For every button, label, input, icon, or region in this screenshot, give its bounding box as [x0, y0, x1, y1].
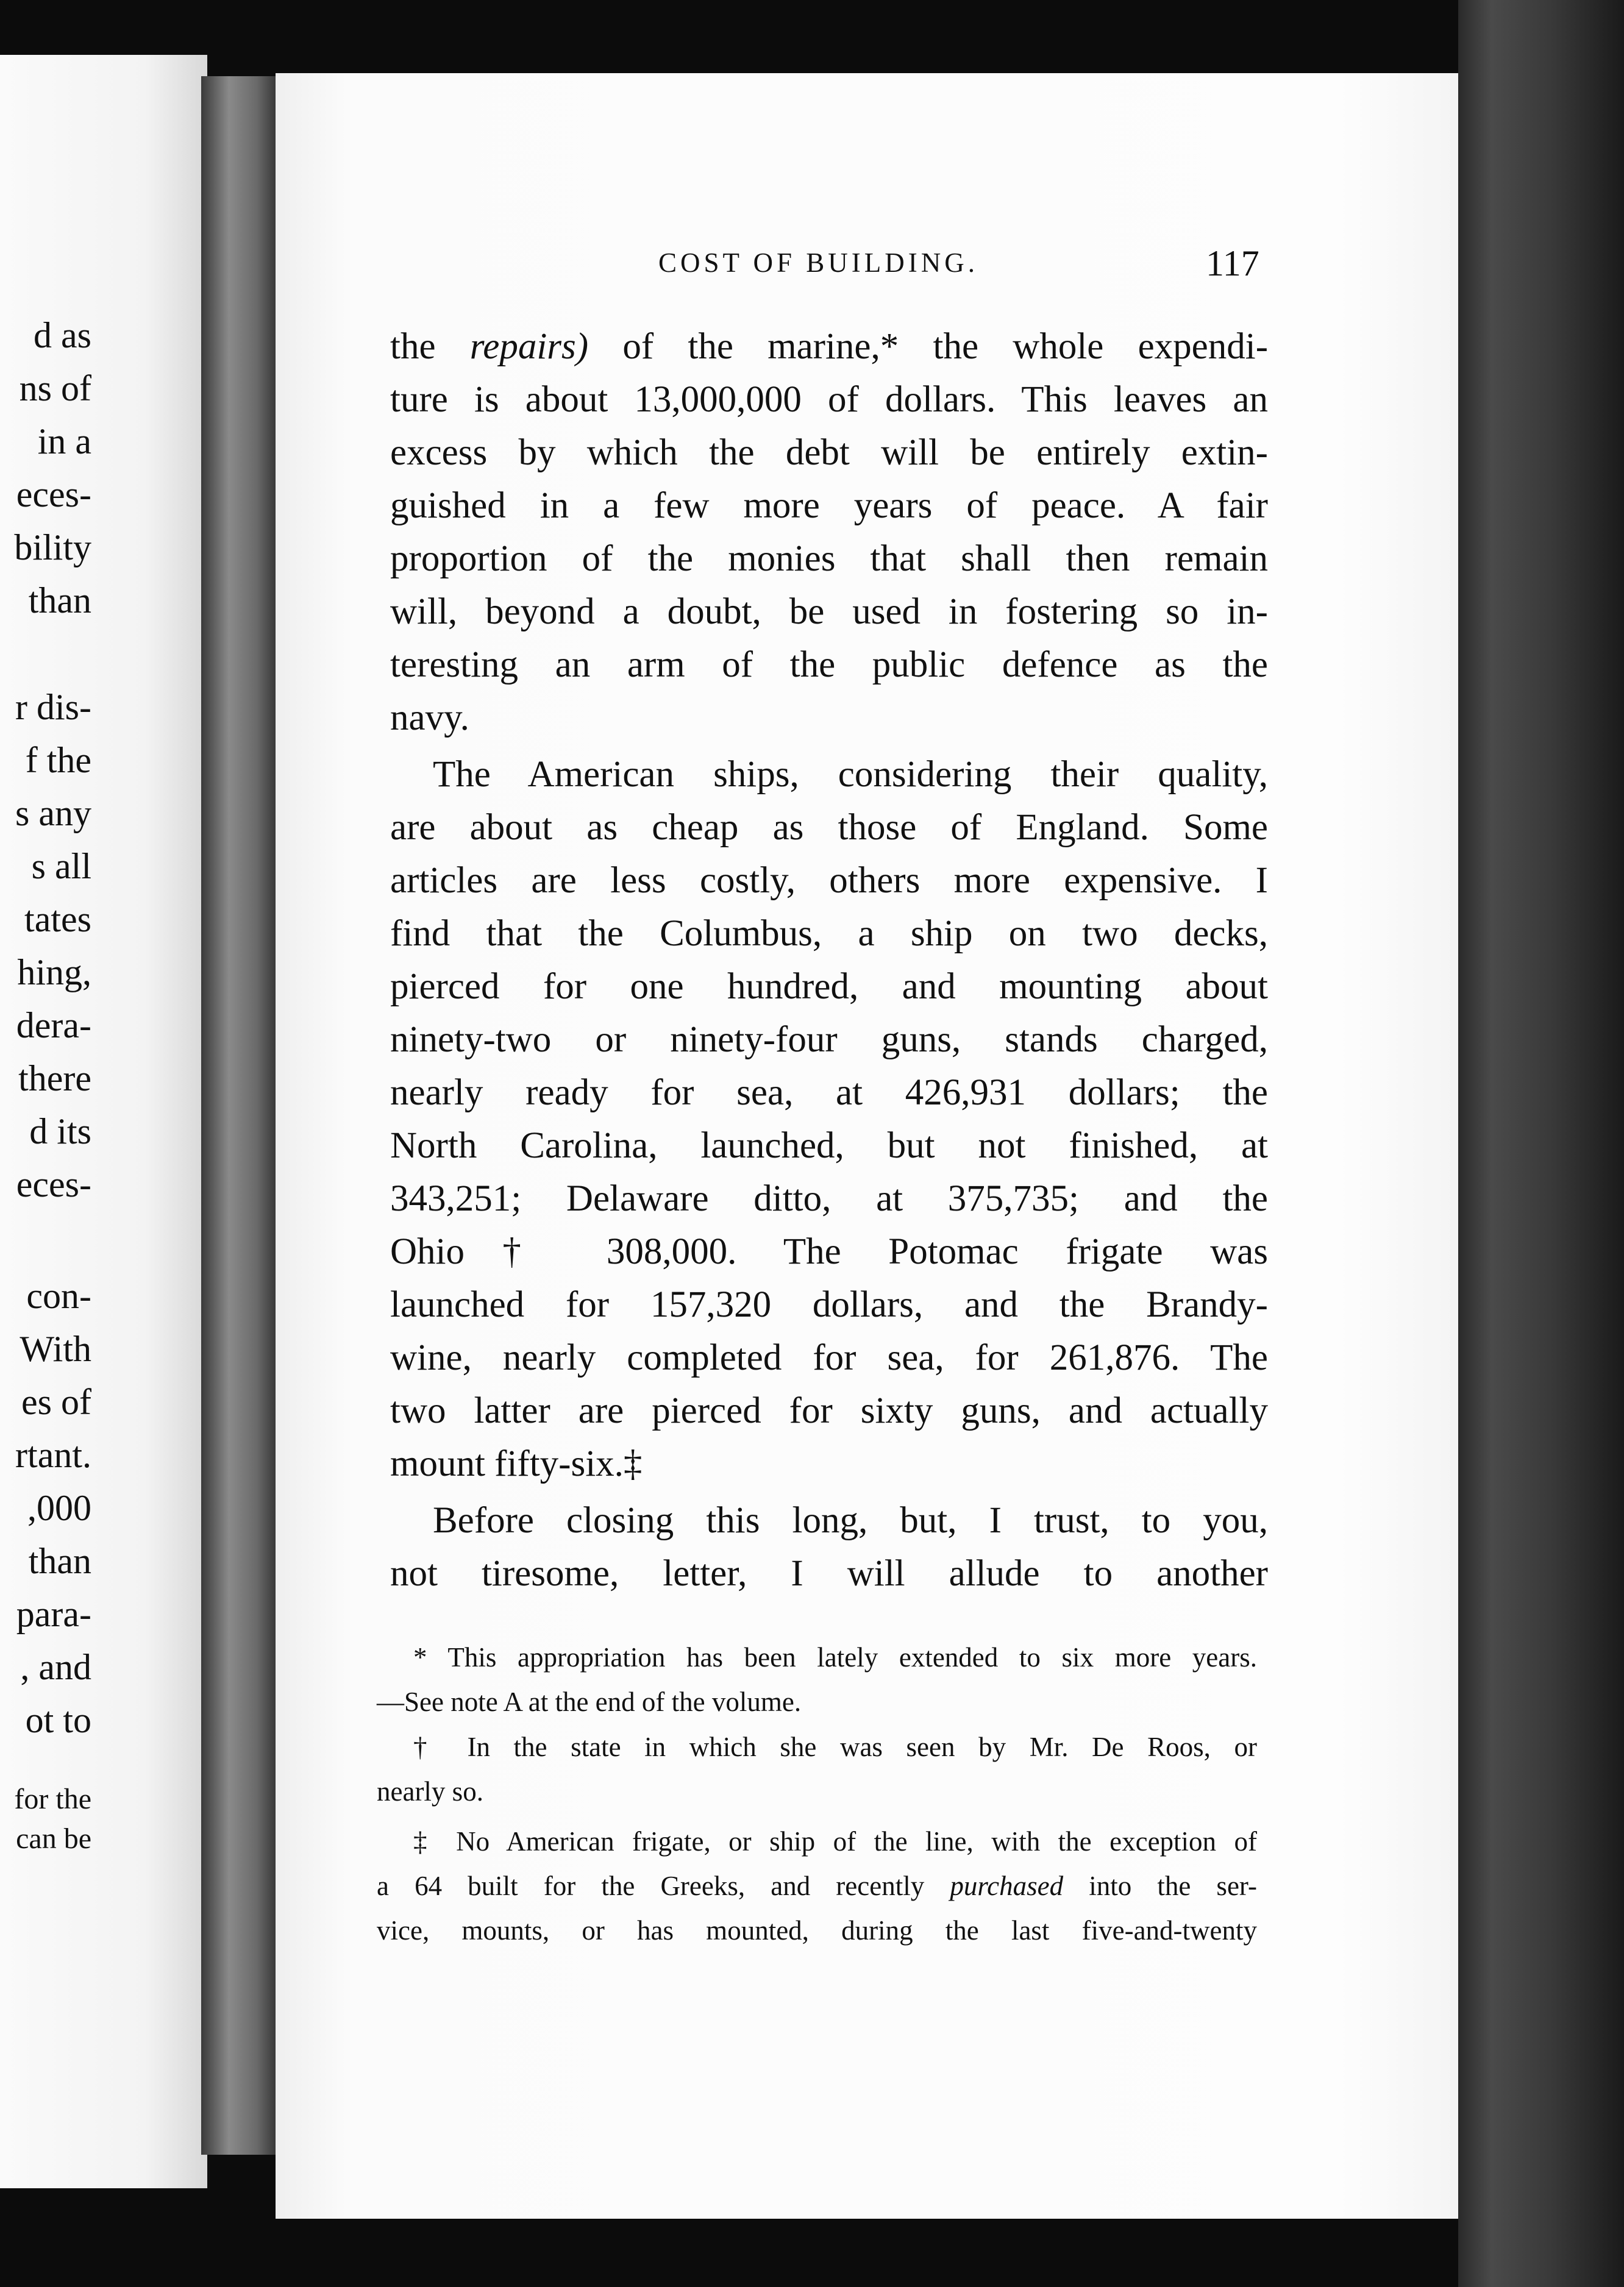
body-line: wine, nearly completed for sea, for 261,876. The — [390, 1337, 1268, 1378]
left-line: eces- — [16, 1164, 91, 1204]
body-line: Before closing this long, but, I trust, to you, — [433, 1500, 1268, 1541]
footnote-line: vice, mounts, or has mounted, during the last five-and-twenty — [377, 1915, 1257, 1946]
left-line: d as — [34, 315, 91, 355]
body-line: North Carolina, launched, but not finished, at — [390, 1125, 1268, 1166]
body-line: are about as cheap as those of England. Some — [390, 807, 1268, 848]
left-footnote-line: can be — [16, 1823, 91, 1855]
body-line: pierced for one hundred, and mounting about — [390, 966, 1268, 1007]
left-line: ns of — [19, 368, 91, 408]
footnote-line: —See note A at the end of the volume. — [377, 1687, 802, 1717]
footnote-line: a 64 built for the Greeks, and recently purchased into the ser- — [377, 1871, 1257, 1901]
left-line: than — [28, 580, 91, 621]
body-line: 343,251; Delaware ditto, at 375,735; and the — [390, 1178, 1268, 1219]
left-line: there — [18, 1058, 91, 1098]
book-edge — [1458, 0, 1624, 2287]
book-gutter — [201, 76, 280, 2155]
left-line: f the — [25, 740, 91, 780]
footnote-line: nearly so. — [377, 1776, 483, 1807]
body-line: find that the Columbus, a ship on two decks, — [390, 913, 1268, 954]
body-line: articles are less costly, others more expensive. I — [390, 860, 1268, 901]
left-line: than — [28, 1541, 91, 1581]
left-line: con- — [26, 1276, 91, 1316]
body-line: nearly ready for sea, at 426,931 dollars; the — [390, 1072, 1268, 1113]
body-line: guished in a few more years of peace. A fair — [390, 485, 1268, 526]
footnote-line: ‡ No American frigate, or ship of the line, with the exception of — [413, 1826, 1257, 1857]
left-line: rtant. — [15, 1435, 91, 1475]
left-line: With — [20, 1329, 91, 1369]
left-line: in a — [37, 421, 91, 461]
body-line: two latter are pierced for sixty guns, and actually — [390, 1390, 1268, 1431]
footnote-line: † In the state in which she was seen by Mr. De Roos, or — [413, 1732, 1257, 1762]
body-line: navy. — [390, 697, 469, 738]
body-line: Ohio† 308,000. The Potomac frigate was — [390, 1231, 1268, 1272]
body-line: will, beyond a doubt, be used in fostering so in- — [390, 591, 1268, 632]
left-line: bility — [14, 527, 91, 567]
left-line: s any — [15, 793, 91, 833]
left-line: dera- — [16, 1005, 91, 1045]
body-line: ture is about 13,000,000 of dollars. This leaves an — [390, 379, 1268, 420]
left-line: eces- — [16, 474, 91, 514]
footnote-line: * This appropriation has been lately extended to six more years. — [413, 1642, 1257, 1673]
running-head: COST OF BUILDING. — [658, 247, 978, 278]
body-line: not tiresome, letter, I will allude to another — [390, 1553, 1268, 1594]
previous-page — [0, 55, 207, 2188]
left-line: s all — [31, 846, 91, 886]
body-line: proportion of the monies that shall then remain — [390, 538, 1268, 579]
page-number: 117 — [1206, 243, 1259, 283]
left-line: d its — [29, 1111, 91, 1151]
left-line: r dis- — [15, 687, 91, 727]
body-line: ninety-two or ninety-four guns, stands charged, — [390, 1019, 1268, 1060]
left-line: tates — [24, 899, 91, 939]
body-line: excess by which the debt will be entirely extin- — [390, 432, 1268, 473]
left-line: para- — [16, 1594, 91, 1634]
left-line: , and — [20, 1647, 91, 1687]
body-line: teresting an arm of the public defence as the — [390, 644, 1268, 685]
left-line: ,000 — [27, 1488, 91, 1528]
body-line: the repairs) of the marine,* the whole expendi- — [390, 326, 1269, 367]
left-line: hing, — [17, 952, 91, 992]
left-line: ot to — [25, 1700, 91, 1740]
left-line: es of — [21, 1382, 91, 1422]
body-line: launched for 157,320 dollars, and the Brandy- — [390, 1284, 1268, 1325]
body-line: mount fifty-six.‡ — [390, 1443, 643, 1484]
body-line: The American ships, considering their quality, — [433, 754, 1268, 795]
left-footnote-line: for the — [14, 1783, 91, 1815]
